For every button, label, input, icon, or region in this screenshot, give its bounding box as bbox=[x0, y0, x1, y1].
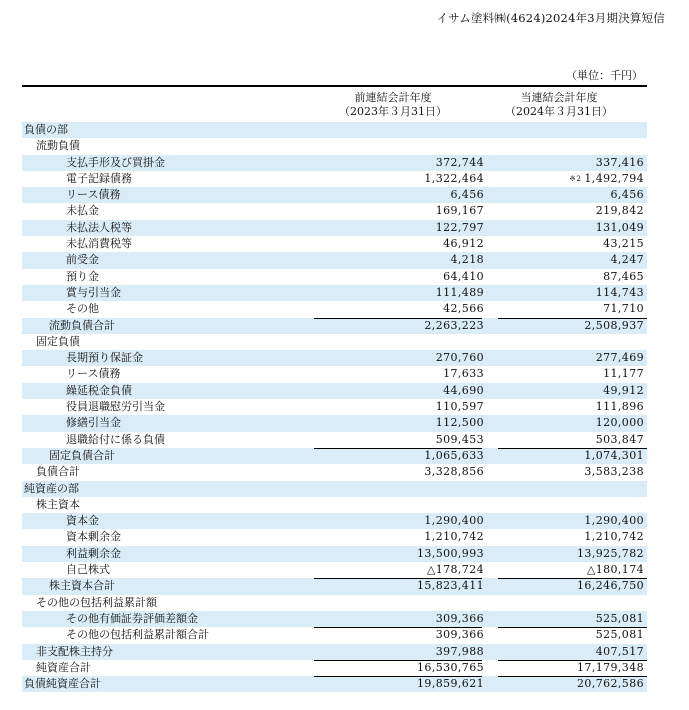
value-text: 1,074,301 bbox=[584, 448, 644, 462]
table-row-total bbox=[22, 676, 647, 692]
value-current-year bbox=[577, 676, 644, 692]
value-prev-year: 44,690 bbox=[443, 383, 484, 397]
table-row bbox=[22, 513, 647, 529]
value-text: 407,517 bbox=[595, 644, 644, 658]
value-text: 49,912 bbox=[603, 383, 644, 397]
row-label: 退職給付に係る負債 bbox=[66, 432, 165, 446]
value-text: 1,210,742 bbox=[584, 530, 644, 544]
column-header-prev-year bbox=[313, 91, 473, 119]
value-text: 219,842 bbox=[595, 204, 644, 218]
table-row bbox=[22, 546, 647, 562]
row-label: 純資産の部 bbox=[24, 481, 79, 495]
table-row bbox=[22, 236, 647, 252]
table-row bbox=[22, 220, 647, 236]
column-header-prev-title: 前連結会計年度 bbox=[354, 91, 432, 104]
value-text: 11,177 bbox=[603, 367, 644, 381]
value-current-year bbox=[584, 513, 644, 529]
table-row bbox=[22, 562, 647, 578]
row-label: その他の包括利益累計額 bbox=[36, 595, 157, 609]
value-prev-year: 509,453 bbox=[435, 432, 484, 446]
value-text: 87,465 bbox=[603, 269, 644, 283]
row-label: その他有価証券評価差額金 bbox=[66, 611, 198, 625]
value-text: 525,081 bbox=[595, 628, 644, 642]
column-header-curr-title: 当連結会計年度 bbox=[520, 91, 598, 104]
row-label: 利益剰余金 bbox=[66, 546, 121, 560]
row-label: 預り金 bbox=[66, 269, 99, 283]
table-row bbox=[22, 366, 647, 382]
table-row bbox=[22, 415, 647, 431]
table-row-total bbox=[22, 660, 647, 676]
value-text: 337,416 bbox=[595, 155, 644, 169]
row-label: 固定負債合計 bbox=[49, 448, 115, 462]
value-prev-year: 3,328,856 bbox=[424, 465, 484, 479]
footnote-marker: ※2 bbox=[569, 173, 582, 183]
value-current-year bbox=[577, 578, 644, 594]
value-prev-year: 15,823,411 bbox=[417, 579, 484, 593]
row-label: 未払金 bbox=[66, 204, 99, 218]
value-current-year bbox=[596, 350, 644, 366]
row-label: 固定負債 bbox=[36, 334, 80, 348]
value-text: 4,247 bbox=[610, 253, 644, 267]
value-current-year bbox=[596, 399, 644, 415]
row-label: 流動負債 bbox=[36, 139, 80, 153]
value-current-year bbox=[596, 285, 644, 301]
table-row bbox=[22, 595, 647, 611]
table-row bbox=[22, 301, 647, 317]
value-current-year bbox=[603, 269, 644, 285]
row-label: 負債合計 bbox=[36, 465, 80, 479]
value-prev-year: 42,566 bbox=[443, 302, 484, 316]
table-row bbox=[22, 122, 647, 138]
value-prev-year: 169,167 bbox=[435, 204, 484, 218]
row-label: 長期預り保証金 bbox=[66, 351, 143, 365]
value-current-year bbox=[570, 171, 644, 187]
table-row bbox=[22, 203, 647, 219]
value-current-year bbox=[603, 236, 644, 252]
value-text: 525,081 bbox=[595, 611, 644, 625]
balance-sheet-rows bbox=[22, 122, 647, 692]
row-label: 資本金 bbox=[66, 514, 99, 528]
row-label: 賞与引当金 bbox=[66, 285, 121, 299]
value-text: 277,469 bbox=[595, 351, 644, 365]
table-row bbox=[22, 481, 647, 497]
table-top-rule bbox=[22, 85, 647, 87]
table-row-total bbox=[22, 627, 647, 643]
value-text: 20,762,586 bbox=[577, 677, 644, 691]
document-header-title: イサム塗料㈱(4624)2024年3月期決算短信 bbox=[436, 11, 665, 25]
column-header-curr-date: （2024年３月31日） bbox=[505, 105, 613, 118]
value-prev-year: 13,500,993 bbox=[417, 546, 484, 560]
value-prev-year: 309,366 bbox=[435, 611, 484, 625]
value-prev-year: 1,322,464 bbox=[424, 171, 484, 185]
value-text: △180,174 bbox=[586, 563, 644, 577]
row-label: 未払消費税等 bbox=[66, 237, 132, 251]
row-label: その他の包括利益累計額合計 bbox=[66, 628, 209, 642]
value-current-year bbox=[584, 448, 644, 464]
table-row bbox=[22, 432, 647, 448]
unit-label: （単位：千円） bbox=[566, 69, 643, 82]
row-label: 支払手形及び買掛金 bbox=[66, 155, 165, 169]
value-text: 6,456 bbox=[610, 188, 644, 202]
value-text: 3,583,238 bbox=[584, 465, 644, 479]
table-row-total bbox=[22, 448, 647, 464]
value-prev-year: 17,633 bbox=[443, 367, 484, 381]
value-current-year bbox=[577, 660, 644, 676]
table-row bbox=[22, 644, 647, 660]
table-row bbox=[22, 383, 647, 399]
value-prev-year: 16,530,765 bbox=[417, 660, 484, 674]
value-text: 131,049 bbox=[595, 220, 644, 234]
table-row bbox=[22, 464, 647, 480]
column-header-current-year bbox=[479, 91, 639, 119]
value-current-year bbox=[584, 318, 644, 334]
table-row bbox=[22, 269, 647, 285]
table-row-total bbox=[22, 318, 647, 334]
value-current-year bbox=[596, 203, 644, 219]
row-label: リース債務 bbox=[66, 188, 121, 202]
value-current-year bbox=[596, 432, 644, 448]
value-text: 16,246,750 bbox=[577, 579, 644, 593]
value-prev-year: 4,218 bbox=[450, 253, 484, 267]
value-prev-year: 2,263,223 bbox=[424, 318, 484, 332]
value-prev-year: 6,456 bbox=[450, 188, 484, 202]
value-prev-year: 1,065,633 bbox=[424, 448, 484, 462]
table-row bbox=[22, 138, 647, 154]
value-prev-year: 46,912 bbox=[443, 237, 484, 251]
value-prev-year: 111,489 bbox=[435, 285, 484, 299]
value-current-year bbox=[603, 366, 644, 382]
value-text: 2,508,937 bbox=[584, 318, 644, 332]
value-prev-year: △178,724 bbox=[426, 563, 484, 577]
value-prev-year: 19,859,621 bbox=[417, 677, 484, 691]
row-label: 自己株式 bbox=[66, 563, 110, 577]
value-text: 111,896 bbox=[595, 400, 644, 414]
value-current-year bbox=[596, 627, 644, 643]
value-current-year bbox=[596, 415, 644, 431]
table-row bbox=[22, 529, 647, 545]
row-label: 負債の部 bbox=[24, 123, 68, 136]
table-row bbox=[22, 497, 647, 513]
value-current-year bbox=[603, 301, 644, 317]
row-label: 資本剰余金 bbox=[66, 530, 121, 544]
value-prev-year: 112,500 bbox=[435, 416, 484, 430]
row-label: 株主資本合計 bbox=[49, 579, 115, 593]
table-row bbox=[22, 155, 647, 171]
row-label: リース債務 bbox=[66, 367, 121, 381]
value-prev-year: 64,410 bbox=[443, 269, 484, 283]
row-label: 負債純資産合計 bbox=[24, 677, 101, 691]
table-row-total bbox=[22, 578, 647, 594]
value-current-year bbox=[611, 252, 645, 268]
value-prev-year: 372,744 bbox=[435, 155, 484, 169]
value-text: 71,710 bbox=[603, 302, 644, 316]
table-row bbox=[22, 171, 647, 187]
column-header-prev-date: （2023年３月31日） bbox=[339, 105, 447, 118]
row-label: 株主資本 bbox=[36, 497, 80, 511]
row-label: 電子記録債務 bbox=[66, 171, 132, 185]
value-text: 114,743 bbox=[595, 285, 644, 299]
value-current-year bbox=[596, 155, 644, 171]
row-label: 前受金 bbox=[66, 253, 99, 267]
value-current-year bbox=[611, 187, 645, 203]
value-current-year bbox=[577, 546, 644, 562]
value-current-year bbox=[603, 383, 644, 399]
value-text: 17,179,348 bbox=[577, 660, 644, 674]
table-row bbox=[22, 399, 647, 415]
value-text: 1,492,794 bbox=[584, 171, 644, 185]
value-prev-year: 270,760 bbox=[435, 351, 484, 365]
value-text: 1,290,400 bbox=[584, 514, 644, 528]
value-current-year bbox=[596, 644, 644, 660]
value-current-year bbox=[584, 464, 644, 480]
row-label: 役員退職慰労引当金 bbox=[66, 400, 165, 414]
row-label: その他 bbox=[66, 302, 99, 316]
table-row bbox=[22, 285, 647, 301]
value-prev-year: 1,210,742 bbox=[424, 530, 484, 544]
value-current-year bbox=[587, 562, 644, 578]
value-text: 503,847 bbox=[595, 432, 644, 446]
value-prev-year: 309,366 bbox=[435, 628, 484, 642]
row-label: 繰延税金負債 bbox=[66, 383, 132, 397]
table-row bbox=[22, 187, 647, 203]
table-row bbox=[22, 611, 647, 627]
value-current-year bbox=[596, 611, 644, 627]
table-row bbox=[22, 334, 647, 350]
value-prev-year: 1,290,400 bbox=[424, 514, 484, 528]
value-text: 120,000 bbox=[595, 416, 644, 430]
row-label: 流動負債合計 bbox=[49, 318, 115, 332]
value-prev-year: 122,797 bbox=[435, 220, 484, 234]
value-text: 43,215 bbox=[603, 237, 644, 251]
value-text: 13,925,782 bbox=[577, 546, 644, 560]
value-prev-year: 110,597 bbox=[435, 400, 484, 414]
table-row bbox=[22, 252, 647, 268]
value-prev-year: 397,988 bbox=[435, 644, 484, 658]
row-label: 修繕引当金 bbox=[66, 416, 121, 430]
row-label: 非支配株主持分 bbox=[36, 644, 113, 658]
table-row bbox=[22, 350, 647, 366]
value-current-year bbox=[584, 529, 644, 545]
row-label: 純資産合計 bbox=[36, 660, 91, 674]
value-current-year bbox=[596, 220, 644, 236]
row-label: 未払法人税等 bbox=[66, 220, 132, 234]
